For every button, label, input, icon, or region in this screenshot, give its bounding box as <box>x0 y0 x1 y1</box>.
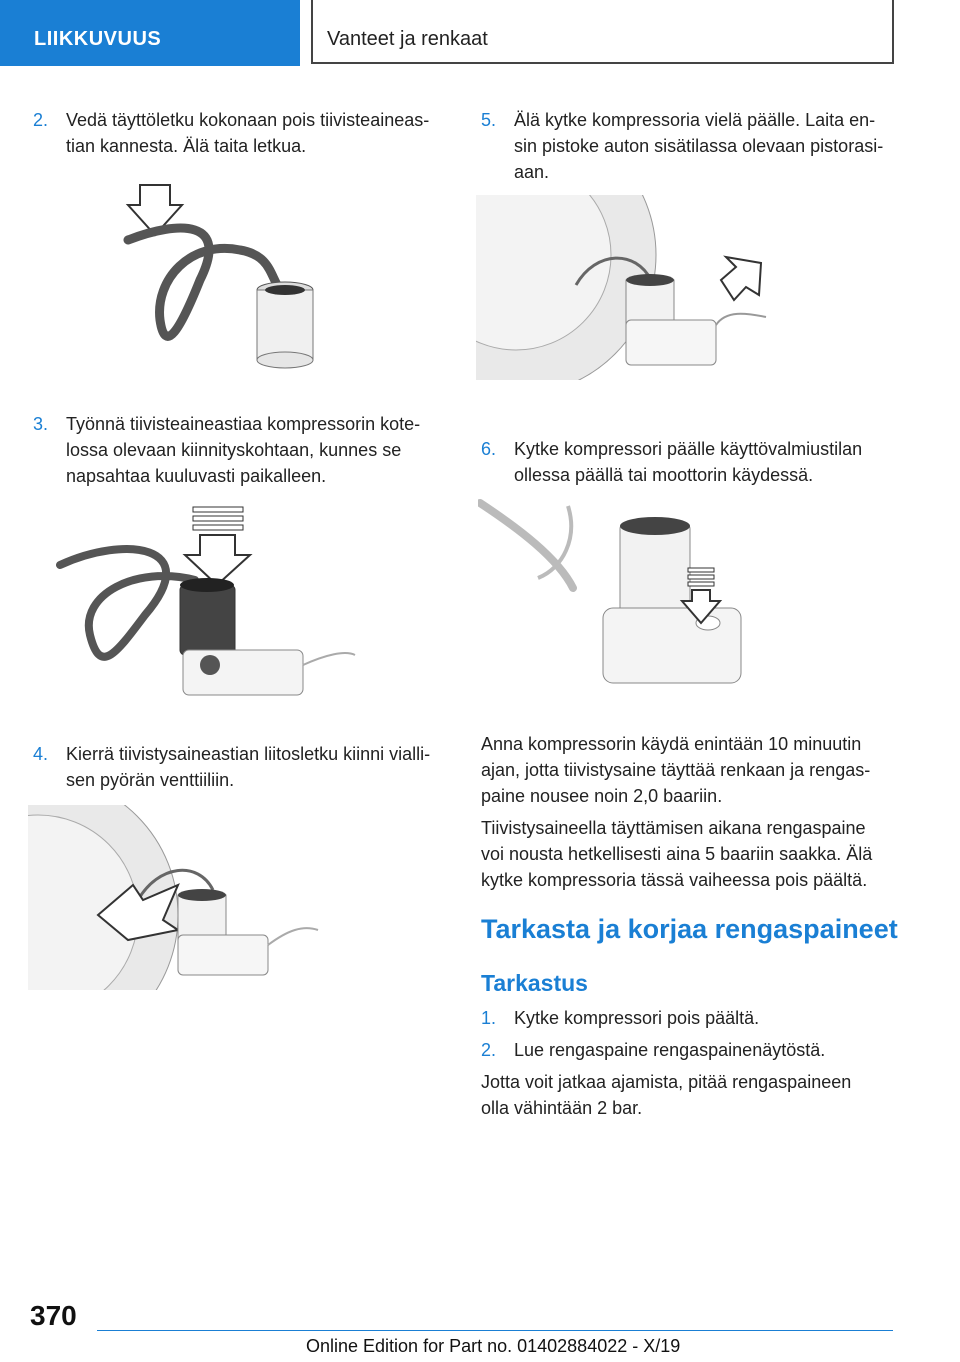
step-number: 6. <box>481 439 497 459</box>
text-line: Anna kompressorin käydä enintään 10 minuutin <box>481 734 862 754</box>
figure-plug-socket <box>476 195 776 380</box>
text-line: Jotta voit jatkaa ajamista, pitää rengaspaineen <box>481 1072 852 1092</box>
page-number: 370 <box>30 1300 77 1331</box>
step-number: 5. <box>481 110 497 130</box>
step-text-line: aan. <box>514 162 550 182</box>
check-step-1 <box>481 1005 901 1031</box>
paragraph-closing <box>481 1069 901 1121</box>
step-text-line: Kytke kompressori päälle käyttövalmiustilan <box>514 439 863 459</box>
step-text-line: lossa olevaan kiinnityskohtaan, kunnes se <box>66 440 402 460</box>
paragraph-pressure-peak <box>481 815 901 893</box>
arrow-icon <box>721 257 761 300</box>
step-4 <box>33 741 453 797</box>
text-line: paine nousee noin 2,0 baariin. <box>481 786 723 806</box>
text-line: kytke kompressoria tässä vaiheessa pois päältä. <box>481 870 868 890</box>
cable-icon <box>303 653 355 665</box>
chapter-title: Vanteet ja renkaat <box>327 28 488 50</box>
figure-insert-container <box>55 505 365 715</box>
step-text-line: Kierrä tiivistysaineastian liitosletku kiinni vialli‐ <box>66 744 431 764</box>
footer-text: Online Edition for Part no. 01402884022 - X/19 <box>306 1336 681 1356</box>
step-text-line: tian kannesta. Älä taita letkua. <box>66 136 307 156</box>
step-text-line: sin pistoke auton sisätilassa olevaan pistorasi‐ <box>514 136 884 156</box>
step-text-line: Työnnä tiivisteaineastiaa kompressorin kote‐ <box>66 414 421 434</box>
subsection-heading: Tarkastus <box>481 970 588 996</box>
text-line: Tiivistysaineella täyttämisen aikana rengaspaine <box>481 818 866 838</box>
step-3 <box>33 411 453 491</box>
chapter-tab <box>311 0 894 64</box>
check-step-2 <box>481 1037 901 1063</box>
section-tab <box>0 0 300 66</box>
step-number: 2. <box>481 1040 497 1060</box>
step-2 <box>33 107 453 163</box>
hose-icon <box>60 549 195 657</box>
text-line: olla vähintään 2 bar. <box>481 1098 643 1118</box>
section-title: LIIKKUVUUS <box>34 28 162 50</box>
step-text-line: Älä kytke kompressoria vielä päälle. Laita en‐ <box>514 110 876 130</box>
step-text-line: Vedä täyttöletku kokonaan pois tiivisteaineas‐ <box>66 110 430 130</box>
footer-divider <box>97 1330 893 1331</box>
text-line: ajan, jotta tiivistysaine täyttää renkaan ja rengas‐ <box>481 760 871 780</box>
step-text-line: napsahtaa kuuluvasti paikalleen. <box>66 466 327 486</box>
step-6 <box>481 436 901 492</box>
section-heading: Tarkasta ja korjaa rengaspaineet <box>481 914 898 944</box>
step-number: 2. <box>33 110 49 130</box>
step-number: 3. <box>33 414 49 434</box>
figure-compressor-on <box>478 498 768 703</box>
step-number: 4. <box>33 744 49 764</box>
figure-connect-valve <box>28 805 328 990</box>
step-5 <box>481 107 901 187</box>
step-text-line: sen pyörän venttiiliin. <box>66 770 235 790</box>
step-text: Kytke kompressori pois päältä. <box>514 1008 760 1028</box>
step-text: Lue rengaspaine rengaspainenäytöstä. <box>514 1040 826 1060</box>
figure-hose-container <box>120 180 320 375</box>
text-line: voi nousta hetkellisesti aina 5 baariin saakka. Älä <box>481 844 873 864</box>
paragraph-run-time <box>481 731 901 809</box>
step-number: 1. <box>481 1008 497 1028</box>
step-text-line: ollessa päällä tai moottorin käydessä. <box>514 465 814 485</box>
